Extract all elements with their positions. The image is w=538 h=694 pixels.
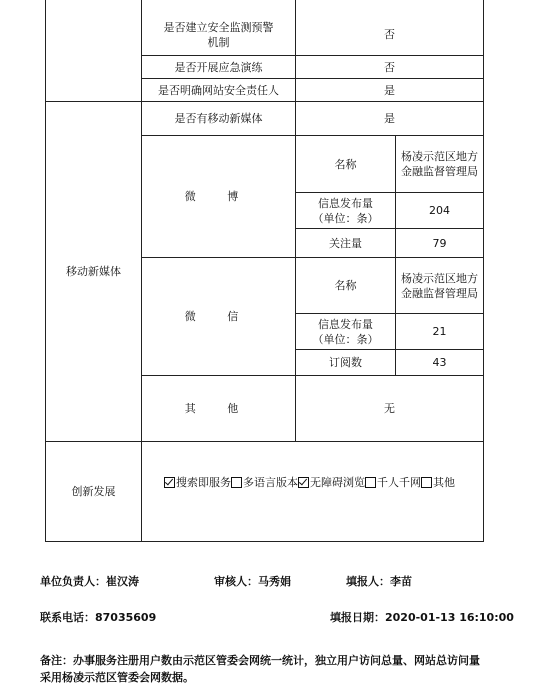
checkbox-icon[interactable]: [421, 477, 432, 488]
value-text: 否: [384, 28, 395, 41]
row-drill-value: [296, 56, 483, 78]
option-label: 千人千网: [377, 475, 421, 489]
weixin-name-label: [296, 258, 395, 313]
row-drill-label: [142, 56, 295, 78]
weibo-posts-value-text: 204: [429, 204, 450, 217]
weixin-text: 微 信: [184, 310, 253, 323]
has-mobile-media-value: [296, 102, 483, 135]
weibo-posts-value: [396, 193, 483, 228]
innovation-label: [46, 442, 141, 541]
weibo-posts-label: [296, 193, 395, 228]
checkbox-checked-icon[interactable]: [164, 477, 175, 488]
weibo-follow-value-text: 79: [432, 236, 447, 250]
weixin-posts-label-text: 信息发布量（单位：条）: [312, 317, 379, 346]
checkbox-checked-icon[interactable]: [298, 477, 309, 488]
weixin-posts-value-text: 21: [432, 325, 447, 338]
line-bottom: [45, 541, 483, 542]
innovation-text: 创新发展: [71, 485, 116, 498]
value-text: 是: [384, 83, 395, 97]
border-right: [483, 0, 484, 542]
option-label: 无障碍浏览: [310, 475, 365, 489]
row-responsible-label: [142, 79, 295, 101]
weibo-follow-value: [396, 229, 483, 257]
weixin-posts-value: [396, 314, 483, 349]
other-value-text: 无: [384, 402, 395, 415]
weixin-sub-value: [396, 350, 483, 375]
footer-reviewer: 审核人：马秀娟: [214, 575, 291, 588]
footer-note: 备注：办事服务注册用户数由示范区管委会网统一统计，独立用户访问总量、网站总访问量采用杨凌示范区管委会网数据。: [40, 654, 480, 684]
checkbox-icon[interactable]: [231, 477, 242, 488]
option-search-service[interactable]: [164, 475, 231, 490]
weixin-name-value: [396, 258, 483, 313]
footer-phone: 联系电话：87035609: [40, 611, 157, 624]
value-text: 否: [384, 60, 395, 74]
other-text: 其 他: [184, 402, 253, 415]
weibo-name-value-text: 杨凌示范区地方金融监督管理局: [401, 150, 478, 178]
weibo-text: 微 博: [184, 190, 253, 203]
has-media-text: 是否有移动新媒体: [174, 112, 263, 125]
checkbox-icon[interactable]: [365, 477, 376, 488]
footer-date: 填报日期：2020-01-13 16:10:00: [330, 611, 514, 624]
weixin-sub-label: [296, 350, 395, 375]
weibo-follow-label-text: 关注量: [329, 236, 362, 250]
weixin-sub-value-text: 43: [432, 356, 447, 369]
weixin-posts-label: [296, 314, 395, 349]
weibo-name-label: [296, 136, 395, 192]
option-label: 多语言版本: [243, 475, 298, 489]
row-security-monitor-label: [142, 14, 295, 55]
label-text: 是否建立安全监测预警机制: [163, 20, 274, 49]
has-media-value-text: 是: [384, 112, 395, 125]
weibo-label: [142, 136, 295, 257]
option-multilanguage[interactable]: [231, 475, 298, 490]
other-label: [142, 376, 295, 441]
option-other[interactable]: [421, 475, 455, 490]
weixin-label: [142, 258, 295, 375]
option-accessibility[interactable]: [298, 475, 365, 490]
option-label: 搜索即服务: [176, 475, 231, 489]
row-security-monitor-value: [296, 14, 483, 55]
mobile-section-label: [46, 102, 141, 441]
row-responsible-value: [296, 79, 483, 101]
weibo-posts-label-text: 信息发布量（单位：条）: [312, 196, 379, 225]
label-text: 是否明确网站安全责任人: [158, 83, 279, 97]
other-value: [296, 376, 483, 441]
label-text: 是否开展应急演练: [174, 60, 263, 74]
option-personalized[interactable]: [365, 475, 421, 490]
weibo-name-value: [396, 136, 483, 192]
footer-filler: 填报人：李苗: [346, 575, 412, 588]
weibo-follow-label: [296, 229, 395, 257]
footer-responsible: 单位负责人：崔汉涛: [40, 575, 139, 588]
has-mobile-media-label: [142, 102, 295, 135]
weixin-name-value-text: 杨凌示范区地方金融监督管理局: [401, 271, 478, 300]
weixin-sub-label-text: 订阅数: [329, 356, 362, 369]
weixin-name-label-text: 名称: [334, 279, 357, 292]
weibo-name-label-text: 名称: [334, 157, 357, 171]
option-label: 其他: [433, 475, 455, 489]
innovation-options: [142, 442, 483, 522]
mobile-section-text: 移动新媒体: [66, 265, 121, 278]
